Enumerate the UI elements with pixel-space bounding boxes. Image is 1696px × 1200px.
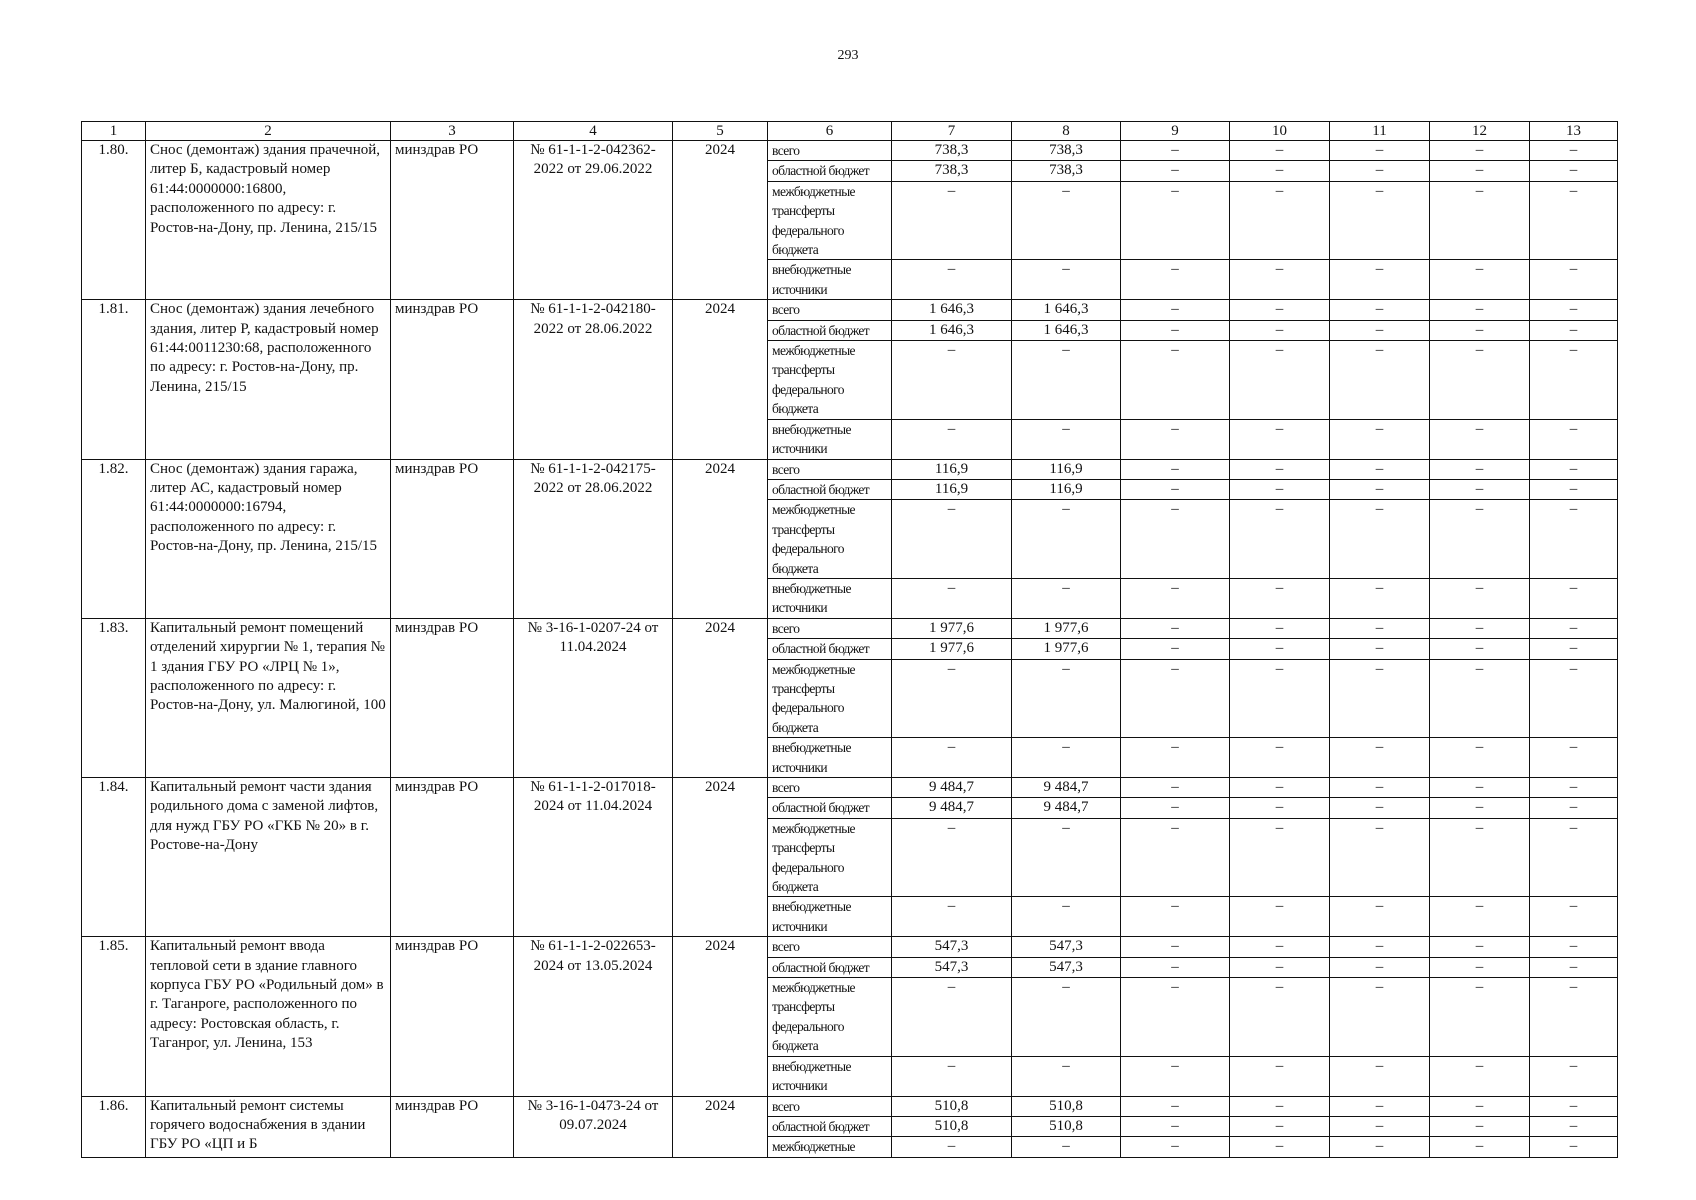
value-cell: – [1230,1116,1330,1136]
value-cell: – [1121,1056,1230,1096]
value-cell: – [1330,459,1430,479]
value-cell: – [1530,957,1618,977]
value-cell: – [1530,260,1618,300]
value-cell: – [1330,1137,1430,1157]
value-cell: – [1430,161,1530,181]
value-cell: – [1430,957,1530,977]
funding-source: межбюджетные трансферты федерального бюджета [768,181,892,260]
year: 2024 [673,937,768,1096]
customer: минздрав РО [391,459,514,618]
value-cell: – [1230,659,1330,738]
value-cell: – [1230,141,1330,161]
value-cell: 1 646,3 [892,300,1012,320]
value-cell: – [1121,260,1230,300]
year: 2024 [673,459,768,618]
value-cell: 1 977,6 [892,639,1012,659]
value-cell: – [1530,320,1618,340]
value-cell: – [1230,618,1330,638]
value-cell: 547,3 [892,957,1012,977]
value-cell: – [1121,341,1230,420]
value-cell: – [1330,1056,1430,1096]
value-cell: – [1230,1137,1330,1157]
value-cell: – [1230,738,1330,778]
table-row [82,778,1618,798]
column-header: 10 [1230,122,1330,141]
value-cell: – [892,181,1012,260]
value-cell: – [1430,300,1530,320]
value-cell: – [1330,141,1430,161]
funding-source: внебюджетные источники [768,738,892,778]
document-number: № 61-1-1-2-042362-2022 от 29.06.2022 [514,141,673,300]
funding-source: всего [768,618,892,638]
table-row [82,459,1618,479]
value-cell: – [1330,798,1430,818]
value-cell: – [1330,300,1430,320]
value-cell: – [1230,260,1330,300]
table-row [82,937,1618,957]
value-cell: – [1230,161,1330,181]
value-cell: – [1121,937,1230,957]
column-header: 6 [768,122,892,141]
customer: минздрав РО [391,141,514,300]
column-header: 7 [892,122,1012,141]
value-cell: – [1230,479,1330,499]
funding-source: всего [768,1096,892,1116]
value-cell: 1 646,3 [1012,320,1121,340]
document-number: № 61-1-1-2-022653-2024 от 13.05.2024 [514,937,673,1096]
item-number: 1.81. [82,300,146,459]
value-cell: – [892,1137,1012,1157]
funding-source: межбюджетные трансферты федерального бюджета [768,341,892,420]
value-cell: – [892,738,1012,778]
column-header: 1 [82,122,146,141]
value-cell: 547,3 [1012,937,1121,957]
value-cell: 738,3 [1012,141,1121,161]
year: 2024 [673,300,768,459]
table-row [82,300,1618,320]
value-cell: – [1230,181,1330,260]
value-cell: – [892,818,1012,897]
value-cell: – [1430,1116,1530,1136]
value-cell: – [1230,818,1330,897]
value-cell: 738,3 [892,141,1012,161]
item-name: Снос (демонтаж) здания прачечной, литер Б, кадастровый номер 61:44:0000000:16800, расположенного по адресу: г. Ростов-на-Дону, пр. Ленина, 215/15 [146,141,391,300]
funding-source: межбюджетные трансферты федерального бюджета [768,659,892,738]
document-number: № 61-1-1-2-017018-2024 от 11.04.2024 [514,778,673,937]
column-header: 5 [673,122,768,141]
value-cell: – [1330,659,1430,738]
funding-source: областной бюджет [768,161,892,181]
value-cell: – [1330,500,1430,579]
value-cell: – [1230,778,1330,798]
value-cell: – [1121,141,1230,161]
year: 2024 [673,618,768,777]
value-cell: – [1430,978,1530,1057]
item-name: Капитальный ремонт системы горячего водоснабжения в здании ГБУ РО «ЦП и Б [146,1096,391,1157]
funding-source: областной бюджет [768,639,892,659]
value-cell: – [1121,500,1230,579]
funding-source: межбюджетные трансферты федерального бюджета [768,978,892,1057]
customer: минздрав РО [391,618,514,777]
value-cell: – [1012,738,1121,778]
funding-source: внебюджетные источники [768,1056,892,1096]
value-cell: – [1230,419,1330,459]
value-cell: – [892,419,1012,459]
value-cell: – [1330,320,1430,340]
funding-source: всего [768,778,892,798]
value-cell: – [892,260,1012,300]
value-cell: – [1530,459,1618,479]
funding-source: областной бюджет [768,798,892,818]
value-cell: – [1430,778,1530,798]
item-number: 1.84. [82,778,146,937]
funding-source: всего [768,141,892,161]
value-cell: – [1330,738,1430,778]
value-cell: – [1530,798,1618,818]
value-cell: – [1530,639,1618,659]
value-cell: – [1430,618,1530,638]
value-cell: 510,8 [1012,1116,1121,1136]
value-cell: 9 484,7 [892,778,1012,798]
column-header: 13 [1530,122,1618,141]
funding-source: всего [768,459,892,479]
year: 2024 [673,1096,768,1157]
value-cell: – [1012,978,1121,1057]
value-cell: – [1012,1137,1121,1157]
value-cell: – [1121,320,1230,340]
value-cell: – [1430,500,1530,579]
value-cell: – [1121,659,1230,738]
value-cell: – [892,897,1012,937]
value-cell: – [1530,500,1618,579]
value-cell: – [1330,419,1430,459]
value-cell: – [1330,1116,1430,1136]
funding-source: внебюджетные источники [768,578,892,618]
funding-source: внебюджетные источники [768,897,892,937]
value-cell: – [1012,500,1121,579]
value-cell: 510,8 [1012,1096,1121,1116]
value-cell: – [1430,1056,1530,1096]
value-cell: – [1330,937,1430,957]
value-cell: – [1430,738,1530,778]
value-cell: – [1121,181,1230,260]
value-cell: – [1230,639,1330,659]
funding-source: областной бюджет [768,320,892,340]
funding-source: межбюджетные трансферты федерального бюджета [768,818,892,897]
value-cell: – [1530,578,1618,618]
value-cell: – [1330,897,1430,937]
value-cell: – [1012,897,1121,937]
value-cell: – [1330,778,1430,798]
value-cell: – [1230,1056,1330,1096]
value-cell: – [1121,419,1230,459]
funding-source: межбюджетные трансферты федерального бюджета [768,500,892,579]
value-cell: – [1121,1116,1230,1136]
value-cell: – [1121,818,1230,897]
funding-source: областной бюджет [768,479,892,499]
value-cell: – [1530,479,1618,499]
column-header: 9 [1121,122,1230,141]
value-cell: – [1230,578,1330,618]
value-cell: – [1121,578,1230,618]
value-cell: – [1121,978,1230,1057]
value-cell: – [1530,1056,1618,1096]
value-cell: – [1012,578,1121,618]
table-row [82,141,1618,161]
value-cell: – [1430,639,1530,659]
item-name: Капитальный ремонт помещений отделений хирургии № 1, терапия № 1 здания ГБУ РО «ЛРЦ № 1», расположенного по адресу: г. Ростов-на-Дону, ул. Малюгиной, 100 [146,618,391,777]
value-cell: – [1230,897,1330,937]
document-number: № 3-16-1-0207-24 от 11.04.2024 [514,618,673,777]
value-cell: 116,9 [1012,459,1121,479]
value-cell: – [1012,818,1121,897]
budget-table [81,121,1618,1158]
value-cell: 1 646,3 [1012,300,1121,320]
funding-source: всего [768,300,892,320]
value-cell: – [1230,1096,1330,1116]
value-cell: – [1230,957,1330,977]
funding-source: всего [768,937,892,957]
value-cell: – [1330,181,1430,260]
funding-source: межбюджетные [768,1137,892,1157]
value-cell: – [1530,818,1618,897]
table-row [82,1096,1618,1116]
item-number: 1.82. [82,459,146,618]
value-cell: 510,8 [892,1116,1012,1136]
value-cell: – [1430,260,1530,300]
value-cell: – [1330,578,1430,618]
value-cell: 1 977,6 [1012,618,1121,638]
value-cell: – [1530,300,1618,320]
value-cell: – [1530,738,1618,778]
value-cell: – [1430,141,1530,161]
value-cell: – [1530,897,1618,937]
value-cell: 1 646,3 [892,320,1012,340]
funding-source: внебюджетные источники [768,260,892,300]
value-cell: – [1430,578,1530,618]
value-cell: – [1330,639,1430,659]
value-cell: – [1012,341,1121,420]
value-cell: – [1430,320,1530,340]
value-cell: – [1430,798,1530,818]
column-header: 3 [391,122,514,141]
value-cell: – [1121,738,1230,778]
item-number: 1.85. [82,937,146,1096]
value-cell: – [1430,1096,1530,1116]
funding-source: внебюджетные источники [768,419,892,459]
value-cell: – [1530,1137,1618,1157]
value-cell: – [1230,341,1330,420]
value-cell: – [1430,1137,1530,1157]
value-cell: – [1430,419,1530,459]
value-cell: – [1530,1096,1618,1116]
value-cell: – [892,341,1012,420]
value-cell: – [1012,419,1121,459]
value-cell: – [1012,659,1121,738]
item-name: Капитальный ремонт части здания родильного дома с заменой лифтов, для нужд ГБУ РО «ГКБ № 20» в г. Ростове-на-Дону [146,778,391,937]
funding-source: областной бюджет [768,1116,892,1136]
page-number: 293 [837,48,859,63]
item-name: Снос (демонтаж) здания лечебного здания, литер Р, кадастровый номер 61:44:0011230:68, расположенного по адресу: г. Ростов-на-Дону, пр. Ленина, 215/15 [146,300,391,459]
column-header: 11 [1330,122,1430,141]
item-number: 1.80. [82,141,146,300]
value-cell: – [1121,957,1230,977]
value-cell: – [1330,978,1430,1057]
value-cell: – [1430,181,1530,260]
value-cell: 1 977,6 [1012,639,1121,659]
value-cell: – [1230,937,1330,957]
value-cell: 547,3 [892,937,1012,957]
value-cell: – [892,1056,1012,1096]
value-cell: – [892,500,1012,579]
value-cell: – [1330,618,1430,638]
value-cell: 510,8 [892,1096,1012,1116]
value-cell: – [1530,618,1618,638]
value-cell: – [1330,479,1430,499]
value-cell: – [1430,897,1530,937]
year: 2024 [673,778,768,937]
document-number: № 61-1-1-2-042180-2022 от 28.06.2022 [514,300,673,459]
column-header: 8 [1012,122,1121,141]
value-cell: – [892,978,1012,1057]
value-cell: – [1530,659,1618,738]
value-cell: – [1230,978,1330,1057]
value-cell: – [1430,659,1530,738]
value-cell: – [1121,479,1230,499]
value-cell: – [1121,300,1230,320]
value-cell: – [1230,798,1330,818]
value-cell: – [1430,937,1530,957]
value-cell: – [1121,161,1230,181]
item-name: Снос (демонтаж) здания гаража, литер АС, кадастровый номер 61:44:0000000:16794, расположенного по адресу: г. Ростов-на-Дону, пр. Ленина, 215/15 [146,459,391,618]
column-header: 2 [146,122,391,141]
funding-source: областной бюджет [768,957,892,977]
value-cell: – [1330,957,1430,977]
value-cell: 738,3 [1012,161,1121,181]
value-cell: – [1530,181,1618,260]
customer: минздрав РО [391,778,514,937]
value-cell: – [1230,500,1330,579]
value-cell: – [1430,818,1530,897]
column-header: 12 [1430,122,1530,141]
table-row [82,618,1618,638]
value-cell: – [1330,161,1430,181]
value-cell: 116,9 [892,459,1012,479]
value-cell: – [1121,459,1230,479]
value-cell: – [1430,479,1530,499]
value-cell: – [1012,1056,1121,1096]
header-row [82,122,1618,141]
value-cell: – [1230,300,1330,320]
value-cell: – [1330,818,1430,897]
value-cell: 547,3 [1012,957,1121,977]
value-cell: – [1121,1137,1230,1157]
value-cell: – [1230,320,1330,340]
item-number: 1.83. [82,618,146,777]
customer: минздрав РО [391,937,514,1096]
value-cell: 1 977,6 [892,618,1012,638]
value-cell: 116,9 [1012,479,1121,499]
value-cell: 9 484,7 [892,798,1012,818]
value-cell: – [1121,897,1230,937]
value-cell: – [1530,419,1618,459]
value-cell: – [1121,778,1230,798]
value-cell: – [1430,341,1530,420]
value-cell: – [1012,181,1121,260]
value-cell: – [1121,798,1230,818]
customer: минздрав РО [391,1096,514,1157]
item-number: 1.86. [82,1096,146,1157]
value-cell: – [1530,978,1618,1057]
value-cell: 116,9 [892,479,1012,499]
value-cell: – [1121,1096,1230,1116]
value-cell: – [1330,341,1430,420]
value-cell: – [1012,260,1121,300]
value-cell: – [1530,778,1618,798]
value-cell: – [1530,1116,1618,1136]
value-cell: – [1230,459,1330,479]
column-header: 4 [514,122,673,141]
value-cell: – [1330,1096,1430,1116]
customer: минздрав РО [391,300,514,459]
value-cell: – [1121,618,1230,638]
item-name: Капитальный ремонт ввода тепловой сети в здание главного корпуса ГБУ РО «Родильный дом» в г. Таганроге, расположенного по адресу: Ростовская область, г. Таганрог, ул. Ленина, 153 [146,937,391,1096]
value-cell: – [892,578,1012,618]
value-cell: – [1530,937,1618,957]
value-cell: – [1430,459,1530,479]
value-cell: – [1330,260,1430,300]
value-cell: 9 484,7 [1012,798,1121,818]
value-cell: – [1530,341,1618,420]
document-number: № 61-1-1-2-042175-2022 от 28.06.2022 [514,459,673,618]
value-cell: – [892,659,1012,738]
value-cell: – [1121,639,1230,659]
value-cell: 738,3 [892,161,1012,181]
value-cell: 9 484,7 [1012,778,1121,798]
document-number: № 3-16-1-0473-24 от 09.07.2024 [514,1096,673,1157]
year: 2024 [673,141,768,300]
value-cell: – [1530,141,1618,161]
value-cell: – [1530,161,1618,181]
